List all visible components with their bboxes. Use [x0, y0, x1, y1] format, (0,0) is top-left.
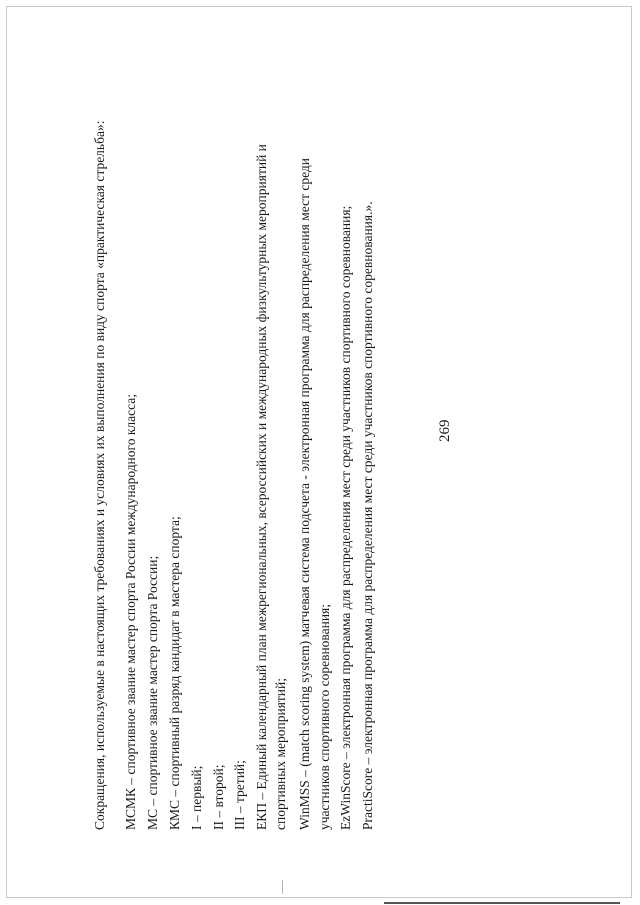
abbrev-winmss-line-2: участников спортивного соревнования; — [317, 603, 332, 830]
abbrev-rank-3: III – третий; — [232, 760, 247, 830]
abbrev-ekp-line-2: спортивных мероприятий; — [273, 677, 288, 830]
abbrev-ms: МС – спортивное звание мастер спорта России; — [145, 555, 160, 830]
abbrev-msmk: МСМК – спортивное звание мастер спорта России международного класса; — [123, 393, 138, 830]
abbrev-practiscore: PractiScore – электронная программа для распределения мест среди участников спортивного соревнования.». — [360, 201, 375, 830]
abbreviations-heading: Сокращения, используемые в настоящих требованиях и условиях их выполнения по виду спорта «практическая стрельба»: — [92, 120, 107, 830]
page-fold-mark — [282, 880, 283, 894]
abbrev-rank-1: I – первый; — [189, 765, 204, 830]
abbrev-ezwinscore: EzWinScore – электронная программа для распределения мест среди участников спортивного соревнования; — [338, 205, 353, 830]
abbrev-winmss-line-1: WinMSS – (match scoring system) матчевая система подсчета - электронная программа для распределения мест среди — [297, 157, 312, 830]
page-number: 269 — [437, 419, 453, 442]
abbrev-rank-2: II – второй; — [211, 764, 226, 830]
bottom-scan-edge — [384, 902, 620, 904]
abbrev-kms: КМС – спортивный разряд кандидат в мастера спорта; — [167, 516, 182, 830]
abbrev-ekp-line-1: ЕКП – Единый календарный план межрегиональных, всероссийских и международных физкультурных мероприятий и — [254, 144, 269, 830]
